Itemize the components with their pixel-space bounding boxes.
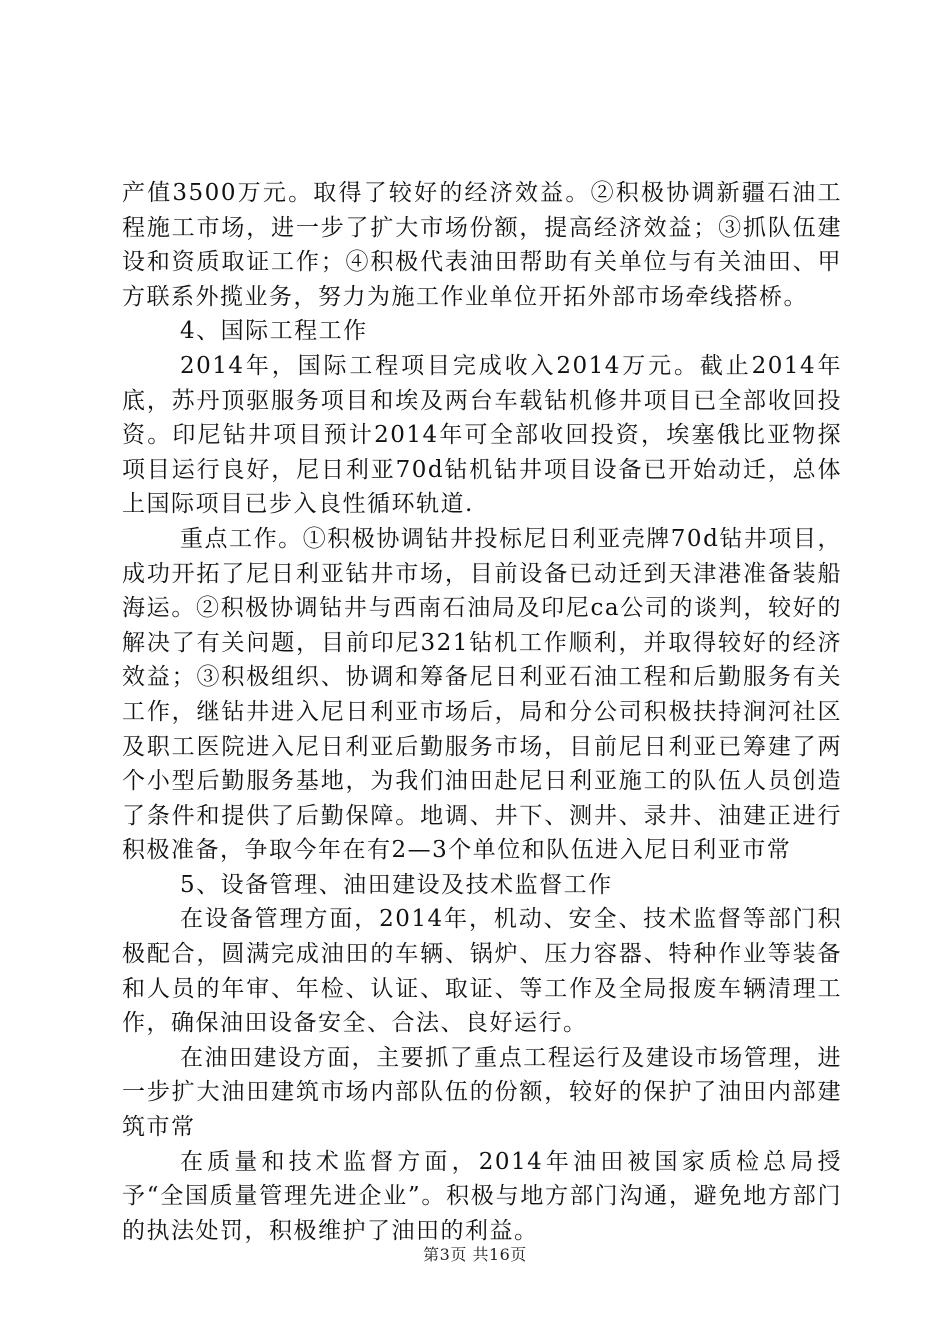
paragraph-key-work: 重点工作。①积极协调钻井投标尼日利亚壳牌70d钻井项目，成功开拓了尼日利亚钻井市场，目前设备已动迁到天津港准备装船海运。②积极协调钻井与西南石油局及印尼ca公司的谈判，较好的解决了有关问题，目前印尼321钻机工作顺利，并取得较好的经济效益；③积极组织、协调和筹备尼日利亚石油工程和后勤服务有关工作，继钻井进入尼日利亚市场后，局和分公司积极扶持涧河社区及职工医院进入尼日利亚后勤服务市场，目前尼日利亚已筹建了两个小型后勤服务基地，为我们油田赴尼日利亚施工的队伍人员创造了条件和提供了后勤保障。地调、井下、测井、录井、油建正进行积极准备，争取今年在有2—3个单位和队伍进入尼日利亚市常 <box>122 525 842 864</box>
paragraph-international-revenue: 2014年，国际工程项目完成收入2014万元。截止2014年底，苏丹顶驱服务项目和埃及两台车载钻机修井项目已全部收回投资。印尼钻井项目预计2014年可全部收回投资，埃塞俄比亚物探项目运行良好，尼日利亚70d钻机钻井项目设备已开始动迁，总体上国际项目已步入良性循环轨道. <box>122 352 842 518</box>
paragraph-oilfield-construction: 在油田建设方面，主要抓了重点工程运行及建设市场管理，进一步扩大油田建筑市场内部队伍的份额，较好的保护了油田内部建筑市常 <box>122 1044 842 1141</box>
paragraph-equipment-management: 在设备管理方面，2014年，机动、安全、技术监督等部门积极配合，圆满完成油田的车辆、锅炉、压力容器、特种作业等装备和人员的年审、年检、认证、取证、等工作及全局报废车辆清理工作，确保油田设备安全、合法、良好运行。 <box>122 906 842 1037</box>
section-heading-equipment-management: 5、设备管理、油田建设及技术监督工作 <box>180 871 613 898</box>
paragraph-quality-supervision: 在质量和技术监督方面，2014年油田被国家质检总局授予“全国质量管理先进企业”。积极与地方部门沟通，避免地方部门的执法处罚，积极维护了油田的利益。 <box>122 1148 842 1244</box>
section-heading-international-engineering: 4、国际工程工作 <box>180 318 368 345</box>
document-body <box>122 176 842 1248</box>
page-number-footer: 第3页 共16页 <box>423 1245 527 1264</box>
paragraph-continuation: 产值3500万元。取得了较好的经济效益。②积极协调新疆石油工程施工市场，进一步了扩大市场份额，提高经济效益；③抓队伍建设和资质取证工作；④积极代表油田帮助有关单位与有关油田、甲方联系外揽业务，努力为施工作业单位开拓外部市场牵线搭桥。 <box>122 180 842 310</box>
